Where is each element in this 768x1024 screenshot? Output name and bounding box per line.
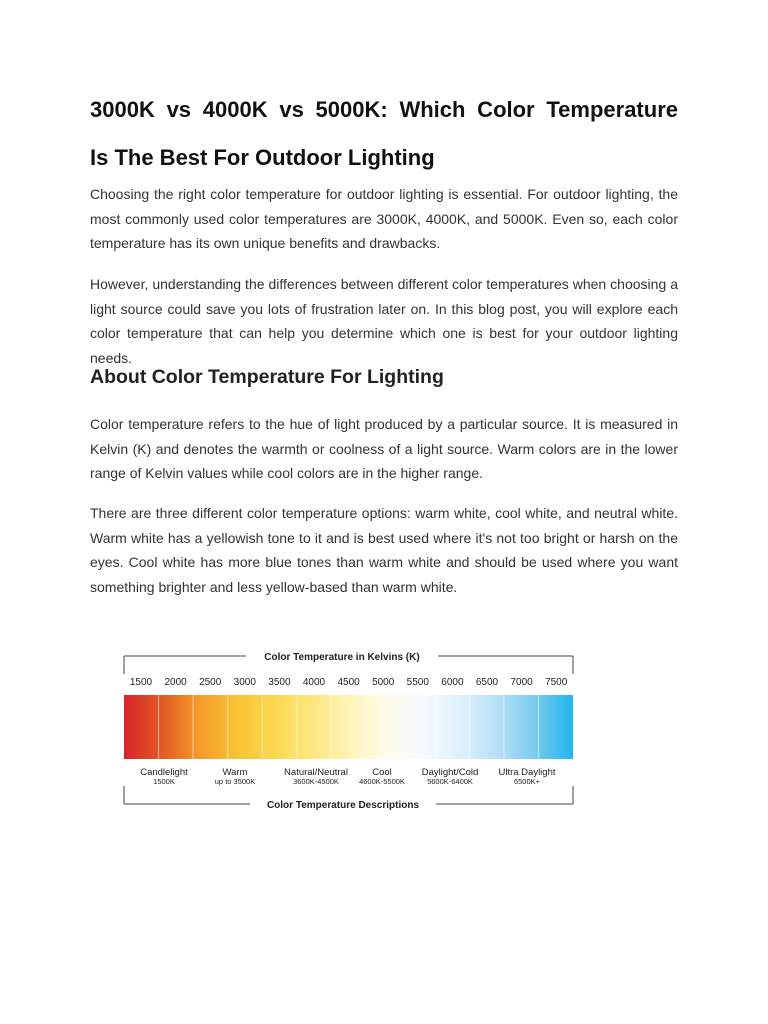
description-name: Warm (222, 767, 248, 778)
kelvin-tick-6500: 6500 (475, 677, 499, 688)
kelvin-tick-4000: 4000 (302, 677, 326, 688)
kelvin-tick-7000: 7000 (510, 677, 533, 688)
article-title-line2: Is The Best For Outdoor Lighting (90, 145, 435, 170)
kelvin-tick-3000: 3000 (233, 677, 256, 688)
kelvin-tick-5500: 5500 (406, 677, 429, 688)
color-swatch-bar (124, 695, 573, 759)
description-range: 5600K-6400K (427, 777, 473, 786)
description-range: 6500K+ (513, 777, 541, 786)
article-title-line1: 3000K vs 4000K vs 5000K: Which Color Temperature (90, 97, 678, 122)
intro-paragraph-2: However, understanding the differences between different color temperatures when choosing a light source could save you lots of frustration later on. In this blog post, you will explore each color temperature that can help you determine which one is best for your outdoor lighting needs. (90, 276, 678, 366)
description-name: Daylight/Cold (421, 767, 479, 778)
description-range: 3600K-4500K (293, 777, 339, 786)
description-range: 1500K (153, 777, 175, 786)
kelvin-tick-5000: 5000 (372, 677, 395, 688)
kelvin-tick-4500: 4500 (337, 677, 360, 688)
kelvin-tick-7500: 7500 (545, 677, 568, 688)
figure-top-title: Color Temperature in Kelvins (K) (264, 652, 420, 663)
description-name: Natural/Neutral (284, 767, 348, 778)
article-title (90, 86, 678, 182)
description-name: Ultra Daylight (498, 767, 556, 778)
description-labels (140, 767, 556, 786)
section-heading: About Color Temperature For Lighting (90, 366, 444, 388)
description-range: 4600K-5500K (359, 777, 405, 786)
kelvin-tick-3500: 3500 (268, 677, 291, 688)
section-paragraph-2: There are three different color temperature options: warm white, cool white, and neutral white. Warm white has a yellowish tone to it and is best used where it's not too bright or harsh on the eyes. Cool white has more blue tones than warm white and should be used where you want something brighter and less yellow-based than warm white. (90, 505, 678, 595)
color-gradient (124, 695, 573, 759)
kelvin-tick-6000: 6000 (441, 677, 464, 688)
kelvin-tick-labels (130, 677, 568, 688)
description-range: up to 3500K (214, 777, 256, 786)
intro-paragraph-1: Choosing the right color temperature for outdoor lighting is essential. For outdoor lighting, the most commonly used color temperatures are 3000K, 4000K, and 5000K. Even so, each color temperature has its own unique benefits and drawbacks. (90, 186, 678, 251)
kelvin-tick-1500: 1500 (129, 677, 153, 688)
figure-bottom-title: Color Temperature Descriptions (266, 800, 420, 811)
kelvin-tick-2000: 2000 (164, 677, 187, 688)
color-temperature-diagram (122, 646, 576, 812)
description-name: Cool (372, 767, 392, 778)
section-paragraph-1: Color temperature refers to the hue of light produced by a particular source. It is measured in Kelvin (K) and denotes the warmth or coolness of a light source. Warm colors are in the lower range of Kelvin values while cool colors are in the higher range. (90, 416, 678, 481)
color-temperature-figure (122, 646, 576, 812)
kelvin-tick-2500: 2500 (199, 677, 222, 688)
description-name: Candlelight (140, 767, 188, 778)
